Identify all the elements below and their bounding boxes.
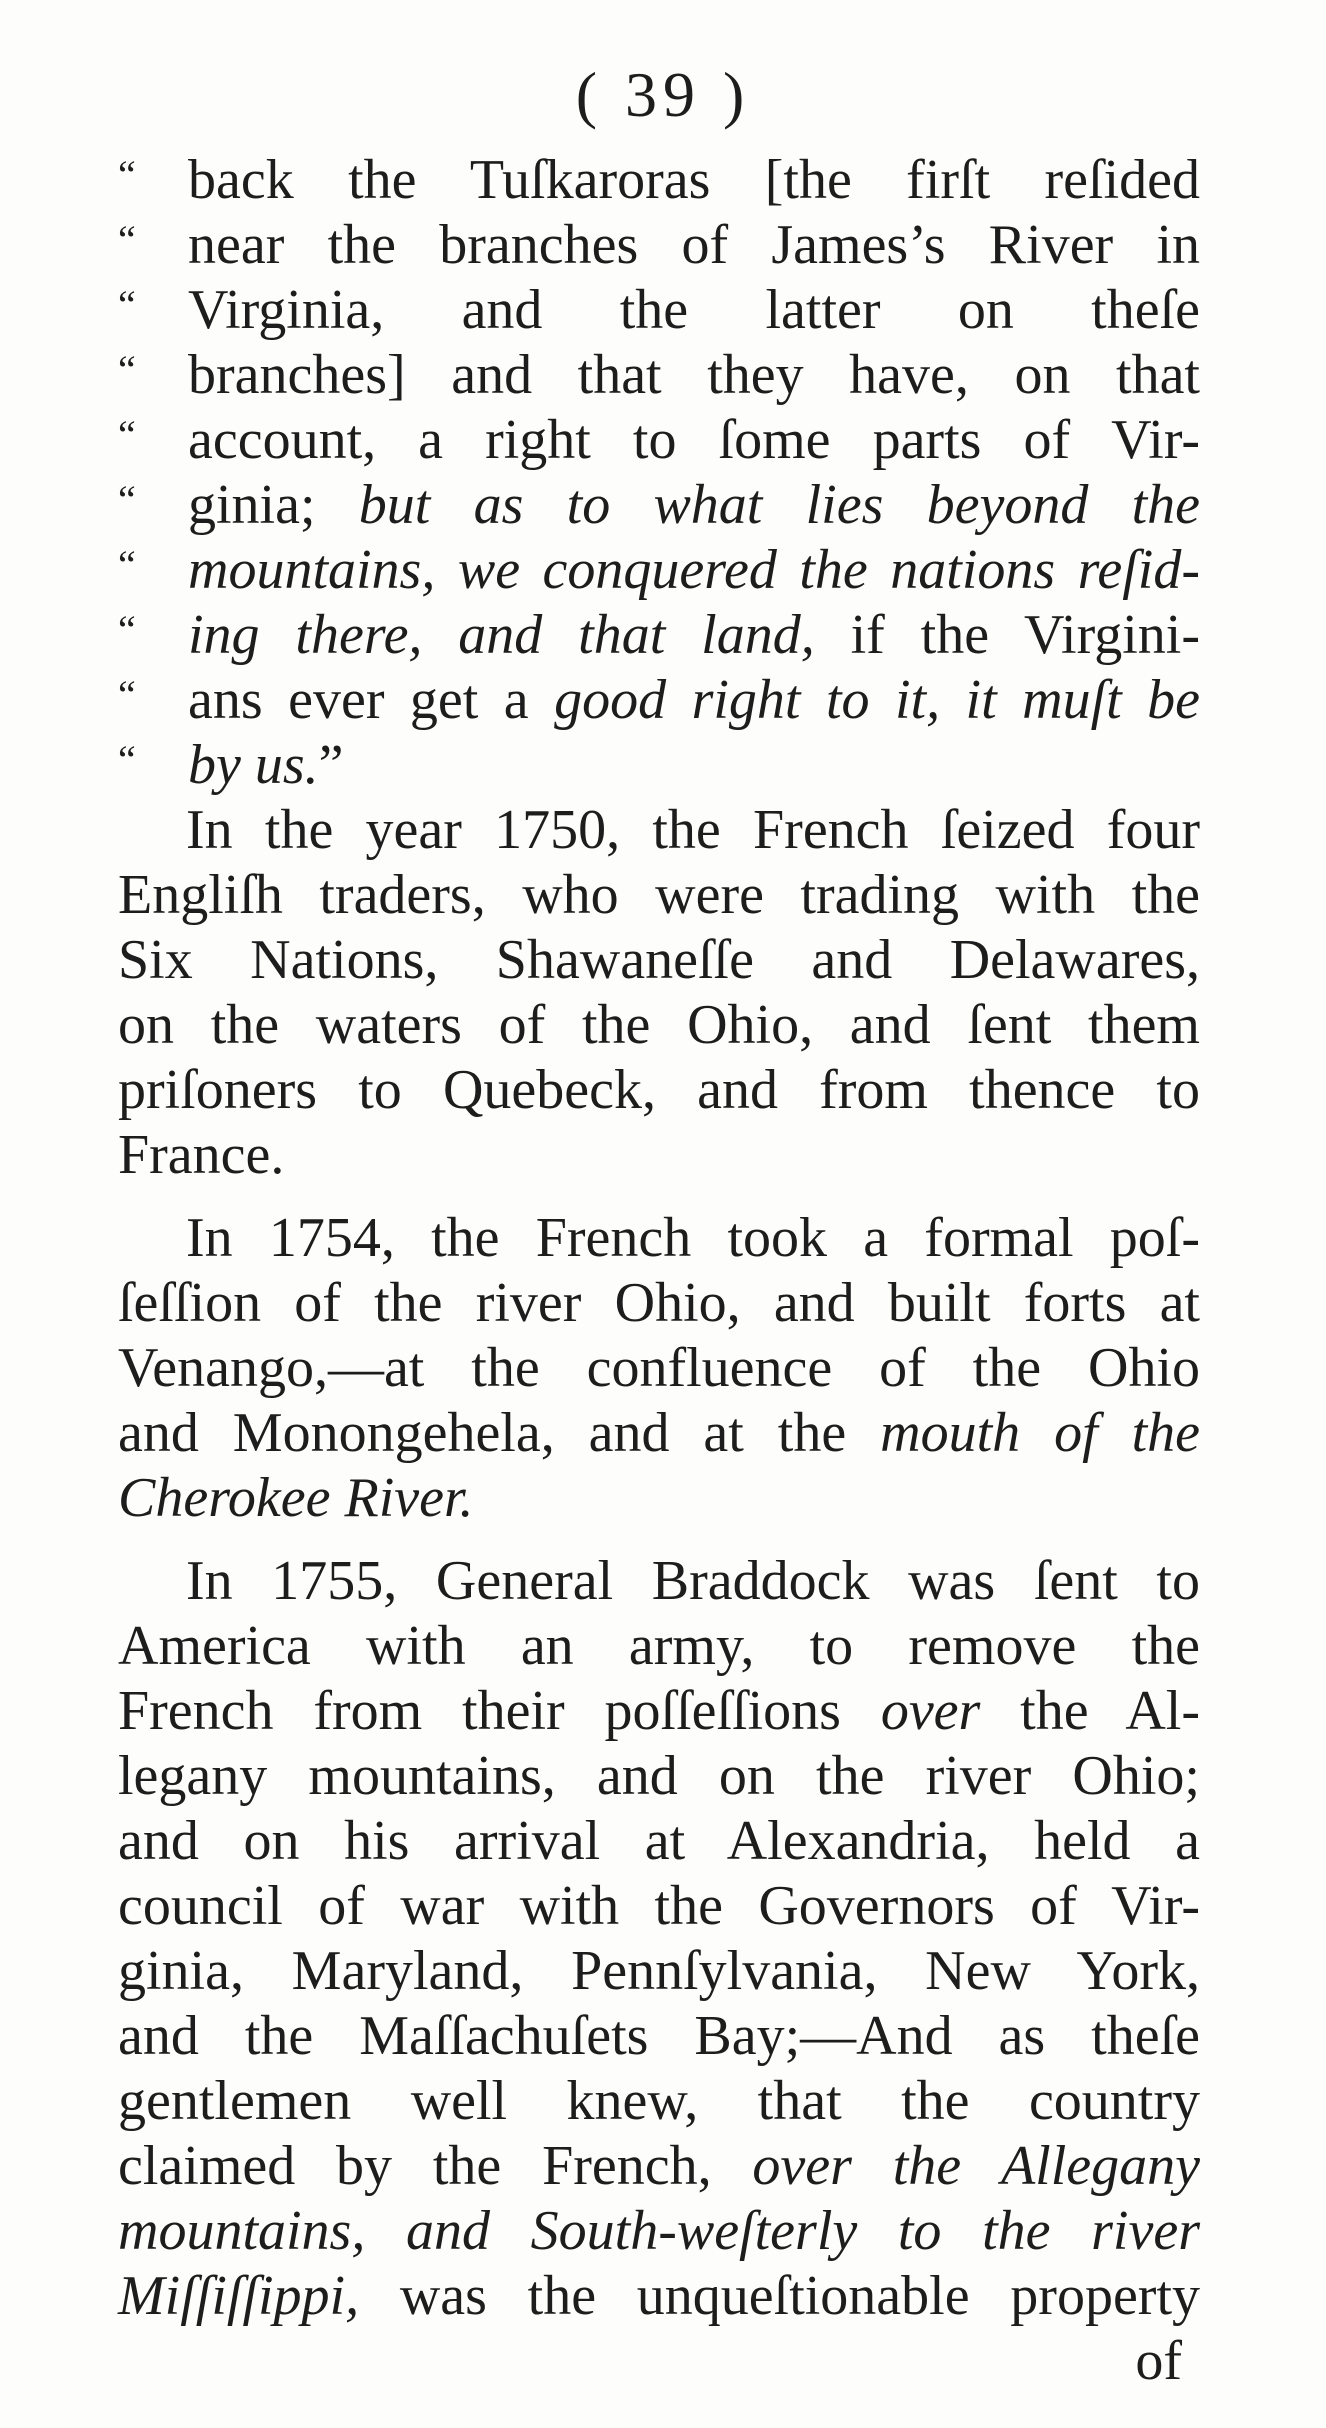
- text-line: [118, 1058, 1200, 1123]
- text-run: In 1755, General Braddock was ſent to: [186, 1550, 1200, 1612]
- text-run: council of war with the Governors of Vir-: [118, 1875, 1200, 1937]
- quote-line: [118, 343, 1200, 408]
- text-run: gentlemen well knew, that the country: [118, 2070, 1200, 2132]
- text-run: ”: [318, 734, 344, 796]
- text-line: [118, 1744, 1200, 1809]
- text-run: near the branches of James’s River in: [188, 214, 1200, 276]
- body-text: [118, 148, 1200, 2394]
- italic-text: mountains, and South-weſterly to the river: [118, 2200, 1200, 2262]
- quote-line: [118, 668, 1200, 733]
- text-run: In the year 1750, the French ſeized four: [186, 799, 1200, 861]
- quote-line: [118, 148, 1200, 213]
- text-run: In 1754, the French took a formal poſ-: [186, 1207, 1200, 1269]
- text-line: [118, 1679, 1200, 1744]
- paragraph: [118, 798, 1200, 1188]
- italic-text: Cherokee River.: [118, 1467, 474, 1529]
- text-run: if the Virgini-: [814, 604, 1200, 666]
- text-run: and Monongehela, and at the: [118, 1402, 881, 1464]
- quote-mark: “: [118, 152, 134, 197]
- text-run: was the unqueſtionable property: [359, 2265, 1200, 2327]
- text-run: the Al-: [980, 1680, 1200, 1742]
- quote-line: [118, 473, 1200, 538]
- text-line: [118, 1809, 1200, 1874]
- quote-mark: “: [118, 542, 134, 587]
- quote-line: [118, 538, 1200, 603]
- text-run: Six Nations, Shawaneſſe and Delawares,: [118, 929, 1200, 991]
- quote-line: [118, 278, 1200, 343]
- text-line: [118, 993, 1200, 1058]
- text-run: back the Tuſkaroras [the firſt reſided: [188, 149, 1200, 211]
- quote-line: [118, 408, 1200, 473]
- paragraph-gap: [118, 1188, 1200, 1206]
- text-run: ginia;: [188, 474, 359, 536]
- quote-line: [118, 603, 1200, 668]
- italic-text: mouth of the: [880, 1402, 1200, 1464]
- text-line: [118, 1939, 1200, 2004]
- text-run: ſeſſion of the river Ohio, and built forts at: [118, 1272, 1200, 1334]
- text-run: and the Maſſachuſets Bay;—And as theſe: [118, 2005, 1200, 2067]
- quote-mark: “: [118, 282, 134, 327]
- text-run: ans ever get a: [188, 669, 555, 731]
- quote-line: [118, 213, 1200, 278]
- catchword: of: [1135, 2330, 1182, 2392]
- quote-mark: “: [118, 477, 134, 522]
- italic-text: ing there, and that land,: [188, 604, 815, 666]
- italic-text: mountains, we conquered the nations reſid-: [188, 539, 1200, 601]
- quote-mark: “: [118, 217, 134, 262]
- text-run: French from their poſſeſſions: [118, 1680, 881, 1742]
- italic-text: over the Allegany: [752, 2135, 1200, 2197]
- text-line: [118, 2199, 1200, 2264]
- text-line: [118, 2069, 1200, 2134]
- text-run: legany mountains, and on the river Ohio;: [118, 1745, 1200, 1807]
- text-line: [118, 1336, 1200, 1401]
- quote-mark: “: [118, 737, 134, 782]
- text-run: priſoners to Quebeck, and from thence to: [118, 1059, 1200, 1121]
- text-line: [118, 1614, 1200, 1679]
- paragraphs: [118, 798, 1200, 2329]
- quote-mark: “: [118, 672, 134, 717]
- paragraph-gap: [118, 1531, 1200, 1549]
- italic-text: by us.: [188, 734, 319, 796]
- text-run: account, a right to ſome parts of Vir-: [188, 409, 1200, 471]
- text-line: [118, 928, 1200, 993]
- text-run: Engliſh traders, who were trading with the: [118, 864, 1200, 926]
- text-run: claimed by the French,: [118, 2135, 753, 2197]
- text-line: [118, 2004, 1200, 2069]
- text-line: [118, 1271, 1200, 1336]
- text-run: Venango,—at the confluence of the Ohio: [118, 1337, 1200, 1399]
- text-run: on the waters of the Ohio, and ſent them: [118, 994, 1200, 1056]
- text-line: [118, 1123, 1200, 1188]
- text-line: [118, 863, 1200, 928]
- text-line: [118, 1466, 1200, 1531]
- text-line: [118, 1401, 1200, 1466]
- text-run: ginia, Maryland, Pennſylvania, New York,: [118, 1940, 1200, 2002]
- quotation-block: [118, 148, 1200, 798]
- quote-line: [118, 733, 1200, 798]
- quote-mark: “: [118, 347, 134, 392]
- text-run: and on his arrival at Alexandria, held a: [118, 1810, 1200, 1872]
- text-run: branches] and that they have, on that: [188, 344, 1200, 406]
- italic-text: but as to what lies beyond the: [358, 474, 1200, 536]
- text-line: [118, 1874, 1200, 1939]
- page-number: ( 39 ): [575, 59, 751, 130]
- quote-mark: “: [118, 412, 134, 457]
- text-line: [118, 2134, 1200, 2199]
- italic-text: over: [880, 1680, 981, 1742]
- text-run: France.: [118, 1124, 285, 1186]
- italic-text: good right to it, it muſt be: [554, 669, 1200, 731]
- italic-text: Miſſiſſippi,: [118, 2265, 360, 2327]
- paragraph: [118, 1206, 1200, 1531]
- text-run: Virginia, and the latter on theſe: [188, 279, 1200, 341]
- text-line: [118, 1206, 1200, 1271]
- paragraph: [118, 1549, 1200, 2329]
- text-line: [118, 1549, 1200, 1614]
- text-line: [118, 798, 1200, 863]
- text-line: [118, 2264, 1200, 2329]
- quote-mark: “: [118, 607, 134, 652]
- text-run: America with an army, to remove the: [118, 1615, 1200, 1677]
